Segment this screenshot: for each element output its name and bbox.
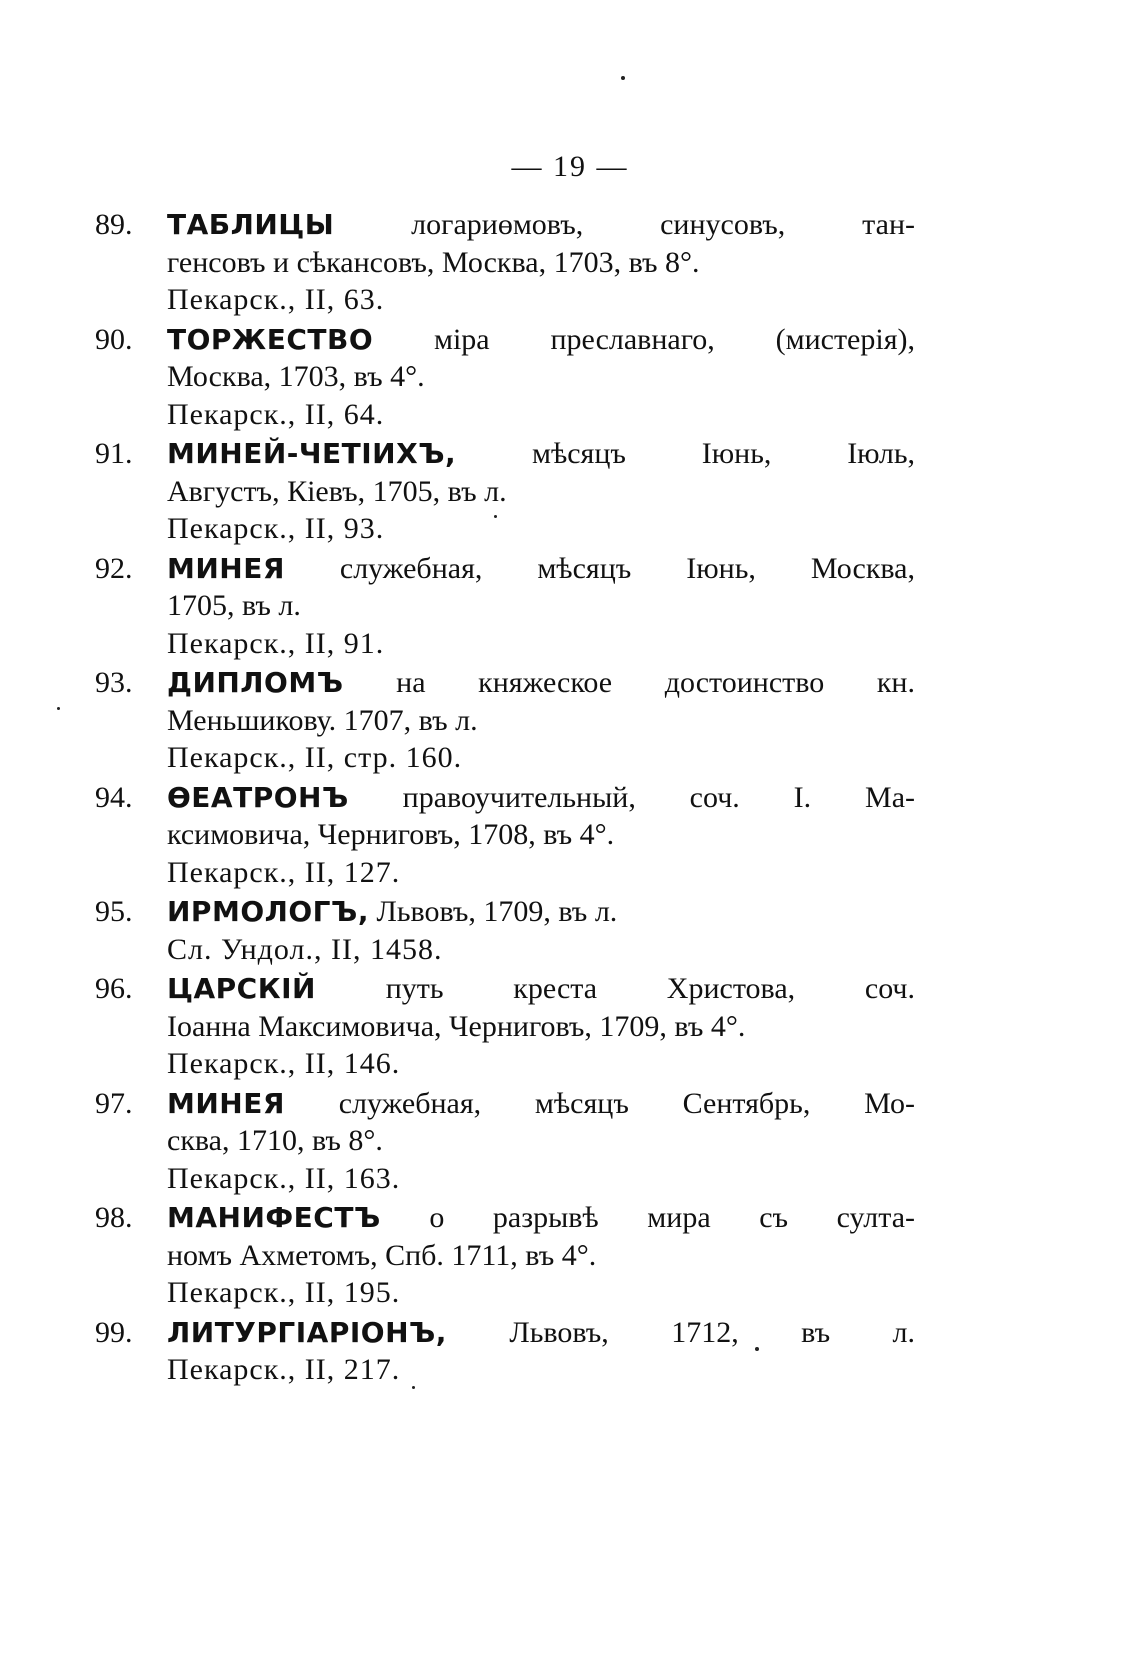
entry-number: 91. (95, 437, 133, 470)
entry-heading: МИНЕЙ-ЧЕТІИХЪ, (167, 437, 457, 470)
entry-reference: Пекарск., II, 163. (167, 1161, 401, 1195)
entry-number: 96. (95, 972, 133, 1005)
entry-heading: ЦАРСКІЙ (167, 972, 316, 1005)
bibliography-entry-90 (95, 321, 915, 434)
entry-reference: Пекарск., II, стр. 160. (167, 741, 463, 774)
entry-heading: ТОРЖЕСТВО (167, 322, 374, 356)
entry-second-line: 1705, въ л. (167, 589, 301, 622)
entry-second-line: Августъ, Кіевъ, 1705, въ л. (167, 474, 507, 508)
entry-reference: Пекарск., II, 195. (167, 1276, 401, 1309)
entry-first-line (167, 435, 915, 473)
entry-first-line (167, 970, 915, 1008)
entry-number: 89. (95, 208, 133, 241)
entry-heading: МИНЕЯ (167, 1086, 285, 1120)
entry-text: логариөмовъ, синусовъ, тан- (411, 208, 915, 241)
entry-first-line (167, 321, 915, 359)
entry-reference: Пекарск., II, 217. (167, 1353, 401, 1386)
bibliography-entry-92 (95, 550, 915, 663)
entry-text: правоучительный, соч. І. Ма- (402, 780, 916, 814)
page-number: — 19 — (511, 150, 629, 183)
entry-first-line (167, 779, 915, 817)
entry-number: 94. (95, 780, 133, 814)
bibliography-entry-97 (95, 1085, 915, 1198)
entry-number: 93. (95, 666, 133, 699)
entry-reference: Пекарск., II, 91. (167, 626, 385, 660)
entry-text: путь креста Христова, соч. (385, 972, 915, 1005)
entry-heading: МАНИФЕСТЪ (167, 1201, 381, 1234)
entry-reference: Пекарск., II, 146. (167, 1047, 401, 1080)
entry-first-line (167, 1199, 915, 1237)
entry-heading: ТАБЛИЦЫ (167, 208, 335, 241)
bibliography-entry-96 (95, 970, 915, 1083)
bibliography-entry-93 (95, 664, 915, 777)
bibliography-entry-99 (95, 1314, 915, 1389)
entry-text: на княжеское достоинство кн. (396, 666, 915, 699)
entry-number: 90. (95, 322, 133, 356)
entry-heading: ДИПЛОМЪ (167, 666, 344, 699)
entry-text: мѣсяцъ Іюнь, Іюль, (531, 437, 915, 470)
entry-reference: Пекарск., II, 93. (167, 512, 385, 545)
bibliography-entry-95 (95, 893, 915, 968)
entry-text: служебная, мѣсяцъ Сентябрь, Мо- (338, 1086, 915, 1120)
entry-number: 92. (95, 551, 133, 585)
entry-number: 95. (95, 895, 133, 928)
entry-heading: ЛИТУРГІАРІОНЪ, (167, 1315, 447, 1349)
entry-second-line: сква, 1710, въ 8°. (167, 1124, 383, 1157)
bibliography-entry-98 (95, 1199, 915, 1312)
entry-second-line: номъ Ахметомъ, Спб. 1711, въ 4°. (167, 1238, 597, 1272)
entry-first-line (167, 893, 915, 931)
ink-speck-top (621, 76, 625, 80)
entry-first-line (167, 664, 915, 702)
bibliography-list (95, 206, 915, 1391)
entry-text: о разрывѣ мира съ султа- (429, 1201, 915, 1234)
entry-second-line: Меньшикову. 1707, въ л. (167, 703, 478, 737)
entry-reference: Пекарск., II, 63. (167, 283, 385, 316)
entry-number: 99. (95, 1315, 133, 1349)
entry-first-line (167, 1314, 915, 1352)
entry-heading: МИНЕЯ (167, 551, 285, 585)
entry-second-line: генсовъ и сѣкансовъ, Москва, 1703, въ 8°. (167, 245, 700, 279)
entry-second-line: ксимовича, Черниговъ, 1708, въ 4°. (167, 818, 615, 851)
entry-second-line: Іоанна Максимовича, Черниговъ, 1709, въ 4°. (167, 1009, 746, 1043)
entry-text: служебная, мѣсяцъ Іюнь, Москва, (339, 551, 915, 585)
bibliography-entry-94 (95, 779, 915, 892)
entry-reference: Сл. Ундол., II, 1458. (167, 932, 443, 966)
entry-second-line: Москва, 1703, въ 4°. (167, 360, 425, 393)
entry-text: Львовъ, 1712, въ л. (509, 1315, 915, 1349)
entry-text: Львовъ, 1709, въ л. (376, 895, 618, 928)
entry-first-line (167, 550, 915, 588)
entry-heading: ИРМОЛОГЪ, (167, 895, 369, 928)
entry-text: міра преславнаго, (мистерія), (433, 322, 915, 356)
entry-number: 98. (95, 1201, 133, 1234)
entry-reference: Пекарск., II, 127. (167, 855, 401, 889)
bibliography-entry-89 (95, 206, 915, 319)
entry-first-line (167, 1085, 915, 1123)
entry-heading: ѲЕАТРОНЪ (167, 780, 349, 814)
bibliography-entry-91 (95, 435, 915, 548)
entry-reference: Пекарск., II, 64. (167, 397, 385, 431)
entry-number: 97. (95, 1086, 133, 1120)
entry-first-line (167, 206, 915, 244)
ink-speck-left (57, 707, 60, 710)
